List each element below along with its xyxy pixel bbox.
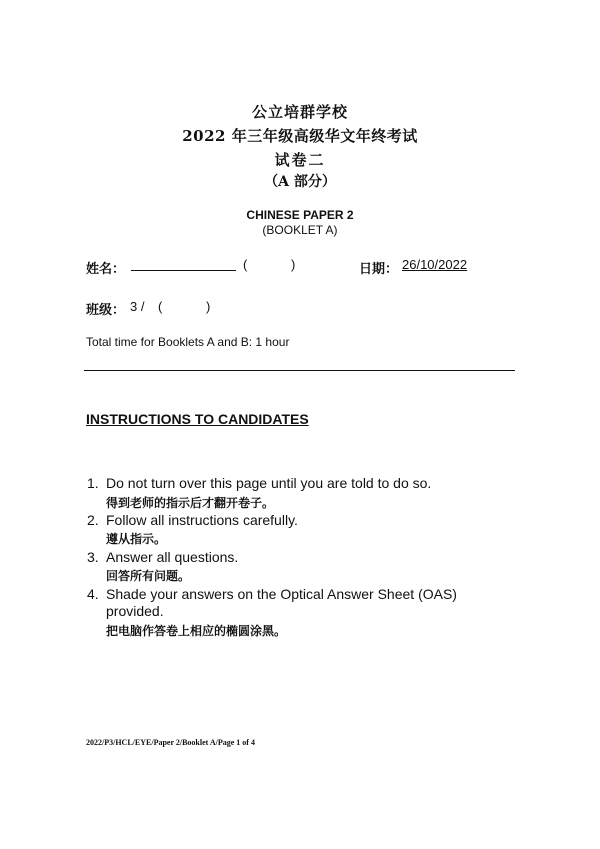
date-value: 26/10/2022	[402, 257, 468, 272]
class-index-paren: ( )	[158, 299, 231, 314]
date-label: 日期：	[359, 262, 399, 277]
exam-title: 2022 年三年级高级华文年终考试	[182, 127, 418, 145]
class-label: 班级：	[86, 303, 126, 318]
instructions-heading: INSTRUCTIONS TO CANDIDATES	[86, 411, 309, 427]
name-label: 姓名：	[86, 262, 126, 277]
class-value: 3 /	[130, 299, 145, 314]
instruction-english-continued: provided.	[106, 603, 164, 619]
instruction-chinese: 把电脑作答卷上相应的椭圆涂黑。	[106, 624, 287, 638]
school-name: 公立培群学校	[251, 103, 348, 121]
instruction-chinese: 得到老师的指示后才翻开卷子。	[106, 496, 275, 510]
instruction-english: Do not turn over this page until you are told to do so.	[106, 475, 432, 491]
divider-line	[84, 370, 515, 371]
instruction-chinese: 回答所有问题。	[106, 569, 191, 583]
total-time-note: Total time for Booklets A and B: 1 hour	[86, 335, 290, 349]
section-title-chinese: （A 部分）	[264, 174, 336, 190]
instruction-english: Answer all questions.	[106, 549, 239, 565]
name-index-paren: ( )	[243, 257, 316, 272]
instruction-english: Shade your answers on the Optical Answer Sheet (OAS)	[106, 586, 457, 602]
name-field-line[interactable]	[131, 270, 236, 271]
instruction-number: 2.	[87, 512, 99, 528]
booklet-title-english: (BOOKLET A)	[262, 223, 338, 237]
instruction-number: 1.	[87, 475, 99, 491]
instruction-number: 3.	[87, 549, 99, 565]
instruction-english: Follow all instructions carefully.	[106, 512, 298, 528]
instruction-number: 4.	[87, 586, 99, 602]
page-footer: 2022/P3/HCL/EYE/Paper 2/Booklet A/Page 1 of 4	[86, 738, 255, 747]
paper-title-chinese: 试卷二	[274, 151, 326, 169]
instruction-chinese: 遵从指示。	[106, 532, 167, 546]
paper-title-english: CHINESE PAPER 2	[246, 208, 354, 222]
